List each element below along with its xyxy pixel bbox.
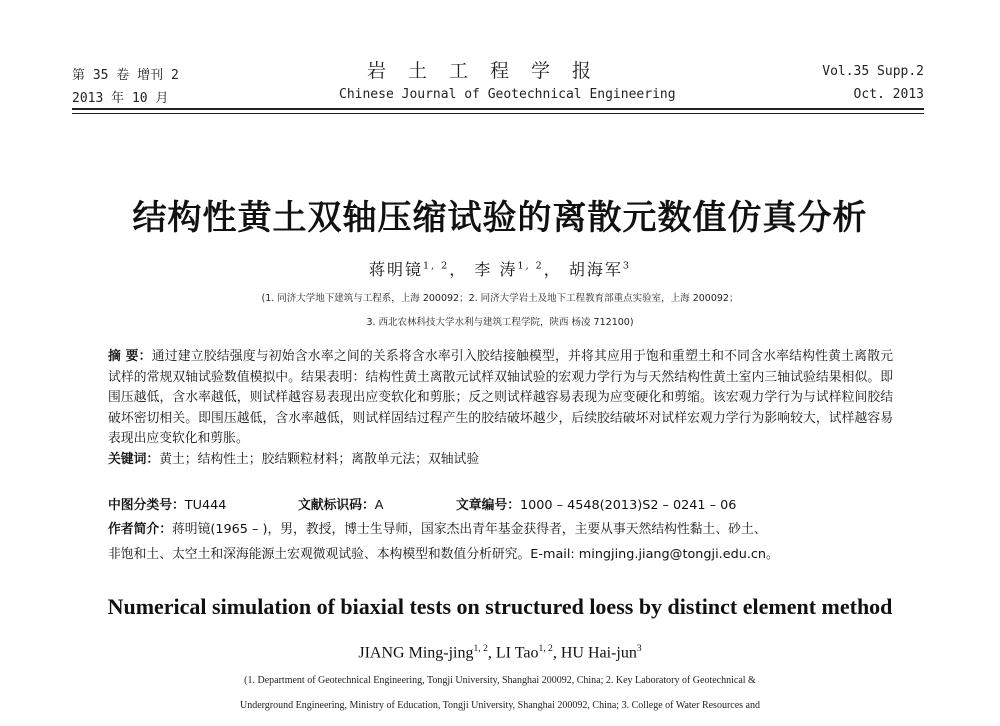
abstract-label: 摘 要： — [108, 349, 152, 364]
keywords-label: 关键词： — [108, 451, 160, 467]
affiliation-cn-line-2: 3. 西北农林科技大学水利与建筑工程学院，陕西 杨凌 712100) — [366, 317, 634, 328]
header-journal-title-cn: 岩土工程学报 — [367, 60, 614, 82]
authors-cn: 蒋明镜$^{1, 2}$， 李 涛$^{1, 2}$， 胡海军$^3$ — [368, 260, 632, 279]
authors-en: JIANG Ming-jing$^{1, 2}$, LI Tao$^{1, 2}$, HU Hai-jun$^3$ — [358, 643, 642, 662]
paper-title-cn: 结构性黄土双轴压缩试验的离散元数值仿真分析 — [132, 198, 868, 238]
affiliation-en-line-2: Underground Engineering, Ministry of Education, Tongji University, Shanghai 200092, China; 3. College of Water Resources and — [240, 700, 760, 711]
doc-code — [298, 494, 384, 513]
author-cn: 胡海军 — [568, 260, 623, 279]
doc-code-label: 文献标识码： — [298, 498, 375, 513]
paper-title-en: Numerical simulation of biaxial tests on structured loess by distinct element method — [107, 594, 893, 619]
affiliation-cn-line-1: (1. 同济大学地下建筑与工程系，上海 200092；2. 同济大学岩土及地下工程教育部重点实验室，上海 200092； — [261, 293, 739, 304]
author-en-affil: 1, 2 — [473, 643, 488, 654]
header-journal-title-en: Chinese Journal of Geotechnical Engineering — [339, 87, 676, 102]
abstract-paragraph — [108, 347, 893, 450]
author-bio-label: 作者简介： — [108, 522, 172, 537]
article-number-label: 文章编号： — [456, 498, 520, 513]
abstract-block — [108, 347, 893, 470]
author-cn-affil: 1, 2 — [422, 260, 450, 272]
author-cn-affil: 3 — [622, 260, 632, 272]
author-en: JIANG Ming-jing — [358, 644, 474, 662]
article-number — [456, 494, 736, 513]
article-number-value: 1000 – 4548(2013)S2 – 0241 – 06 — [519, 498, 737, 513]
author-bio-text: 蒋明镜(1965 – )，男，教授，博士生导师，国家杰出青年基金获得者，主要从事天然结构性黏土、砂土、 — [171, 522, 767, 537]
abstract-text: 通过建立胶结强度与初始含水率之间的关系将含水率引入胶结接触模型，并将其应用于饱和重塑土和不同含水率结构性黄土离散元试样的常规双轴试验数值模拟中。结果表明：结构性黄土离散元试样双轴试验的宏观力学行为与天然结构性黄土室内三轴试验结果相似。即围压越低，含水率越低，则试样越容易表现出应变软化和剪胀；反之则试样越容易表现为应变硬化和剪缩。该宏观力学行为与试样粒间胶结破坏密切相关。即围压越低，含水率越低，则试样固结过程产生的胶结破坏越少，后续胶结破坏对试样宏观力学行为影响较大，试样越容易表现出应变软化和剪胀。 — [108, 349, 893, 446]
author-en: LI Tao — [495, 644, 539, 662]
header-date-cn: 2013 年 10 月 — [72, 91, 169, 106]
header-date-en: Oct. 2013 — [853, 87, 924, 102]
author-cn: 李 涛 — [474, 260, 518, 279]
clc-value: TU444 — [184, 498, 227, 513]
author-en-affil: 1, 2 — [538, 643, 553, 654]
author-bio-line-1 — [108, 518, 767, 537]
keywords-line — [108, 450, 893, 471]
author-en-affil: 3 — [636, 643, 642, 654]
author-bio-line-2: 非饱和土、太空土和深海能源土宏观微观试验、本构模型和数值分析研究。E-mail: mingjing.jiang@tongji.edu.cn。 — [108, 547, 779, 562]
clc-label: 中图分类号： — [108, 498, 185, 513]
header-rule-thick — [72, 108, 924, 110]
keywords-text: 黄土；结构性土；胶结颗粒材料；离散单元法；双轴试验 — [159, 451, 480, 467]
author-cn: 蒋明镜 — [368, 260, 423, 279]
header-volume-issue-cn: 第 35 卷 增刊 2 — [72, 68, 179, 83]
affiliation-en-line-1: (1. Department of Geotechnical Engineering, Tongji University, Shanghai 200092, China; 2. Key Laboratory of Geotechnical & — [244, 675, 756, 686]
header-rule-thin — [72, 113, 924, 114]
header-volume-en: Vol.35 Supp.2 — [822, 64, 924, 79]
classification-line — [108, 494, 226, 513]
author-en: HU Hai-jun — [560, 644, 637, 662]
author-cn-affil: 1, 2 — [517, 260, 544, 272]
doc-code-value: A — [374, 498, 384, 513]
